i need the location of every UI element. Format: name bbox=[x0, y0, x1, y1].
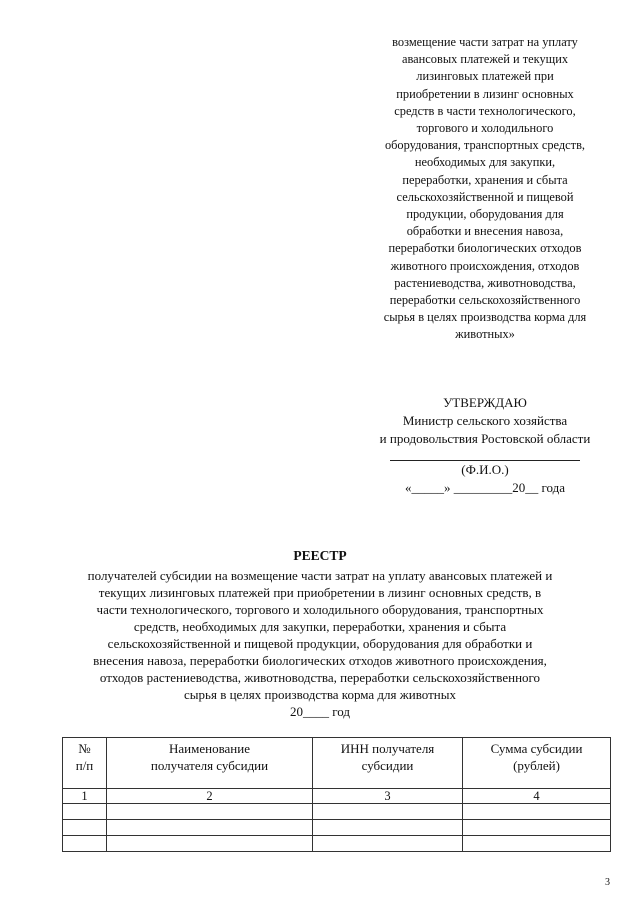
table-cell bbox=[107, 836, 313, 852]
column-number: 4 bbox=[463, 789, 611, 804]
table-row bbox=[63, 804, 611, 820]
table-cell bbox=[63, 836, 107, 852]
table-header-row bbox=[63, 738, 611, 789]
registry-year: 20____ год bbox=[290, 704, 350, 719]
registry-desc-line: отходов растениеводства, животноводства, переработки сельскохозяйственного bbox=[99, 670, 541, 685]
table-cell bbox=[463, 820, 611, 836]
column-number: 2 bbox=[107, 789, 313, 804]
header-line: переработки сельскохозяйственного bbox=[389, 293, 581, 308]
registry-desc-line: сырья в целях производства корма для животных bbox=[184, 687, 456, 702]
table-cell bbox=[313, 820, 463, 836]
header-line: авансовых платежей и текущих bbox=[401, 52, 569, 67]
page-number: 3 bbox=[605, 877, 610, 888]
table-cell bbox=[463, 836, 611, 852]
registry-title: РЕЕСТР bbox=[293, 548, 347, 563]
registry-desc-line: текущих лизинговых платежей при приобретении в лизинг основных средств, в bbox=[98, 585, 542, 600]
table-cell bbox=[107, 804, 313, 820]
registry-table bbox=[62, 737, 611, 852]
header-line: средств в части технологического, bbox=[394, 103, 576, 118]
header-line: возмещение части затрат на уплату bbox=[392, 35, 578, 49]
header-line: животного происхождения, отходов bbox=[390, 258, 580, 273]
table-row bbox=[63, 820, 611, 836]
table-cell bbox=[463, 804, 611, 820]
header-line: растениеводства, животноводства, bbox=[394, 275, 576, 290]
table-numbering-row bbox=[63, 789, 611, 804]
header-line: приобретении в лизинг основных bbox=[396, 86, 574, 101]
header-text-block bbox=[352, 34, 618, 344]
table-row bbox=[63, 836, 611, 852]
header-line: обработки и внесения навоза, bbox=[406, 224, 564, 239]
header-line: сельскохозяйственной и пищевой bbox=[396, 189, 574, 204]
table-cell bbox=[63, 820, 107, 836]
header-line: оборудования, транспортных средств, bbox=[384, 138, 586, 153]
header-line: сырья в целях производства корма для bbox=[383, 310, 587, 325]
approval-date: «_____» _________20__ года bbox=[404, 480, 566, 495]
approval-title: УТВЕРЖДАЮ bbox=[443, 395, 527, 410]
header-line: переработки, хранения и сбыта bbox=[402, 172, 568, 187]
header-line: необходимых для закупки, bbox=[414, 155, 556, 170]
header-number: № п/п bbox=[63, 738, 107, 789]
header-line: продукции, оборудования для bbox=[406, 207, 564, 222]
table-cell bbox=[313, 836, 463, 852]
header-recipient-name: Наименование получателя субсидии bbox=[107, 738, 313, 789]
header-line: переработки биологических отходов bbox=[388, 241, 582, 256]
approval-block bbox=[340, 394, 630, 497]
header-line: лизинговых платежей при bbox=[416, 69, 554, 84]
registry-desc-line: средств, необходимых для закупки, переработки, хранения и сбыта bbox=[133, 619, 507, 634]
table-cell bbox=[63, 804, 107, 820]
column-number: 3 bbox=[313, 789, 463, 804]
header-line: животных» bbox=[455, 327, 515, 342]
approval-fio: (Ф.И.О.) bbox=[461, 462, 509, 477]
table-cell bbox=[313, 804, 463, 820]
approval-organization: и продовольствия Ростовской области bbox=[379, 431, 591, 446]
registry-description bbox=[40, 567, 600, 720]
header-subsidy-amount: Сумма субсидии (рублей) bbox=[463, 738, 611, 789]
registry-desc-line: получателей субсидии на возмещение части затрат на уплату авансовых платежей и bbox=[87, 568, 553, 583]
table-cell bbox=[107, 820, 313, 836]
registry-desc-line: сельскохозяйственной и пищевой продукции, оборудования для обработки и bbox=[107, 636, 533, 651]
registry-desc-line: части технологического, торгового и холодильного оборудования, транспортных bbox=[96, 602, 544, 617]
registry-desc-line: внесения навоза, переработки биологических отходов животного происхождения, bbox=[93, 653, 547, 668]
header-inn: ИНН получателя субсидии bbox=[313, 738, 463, 789]
column-number: 1 bbox=[63, 789, 107, 804]
approval-position: Министр сельского хозяйства bbox=[402, 413, 568, 428]
header-line: торгового и холодильного bbox=[416, 121, 554, 136]
